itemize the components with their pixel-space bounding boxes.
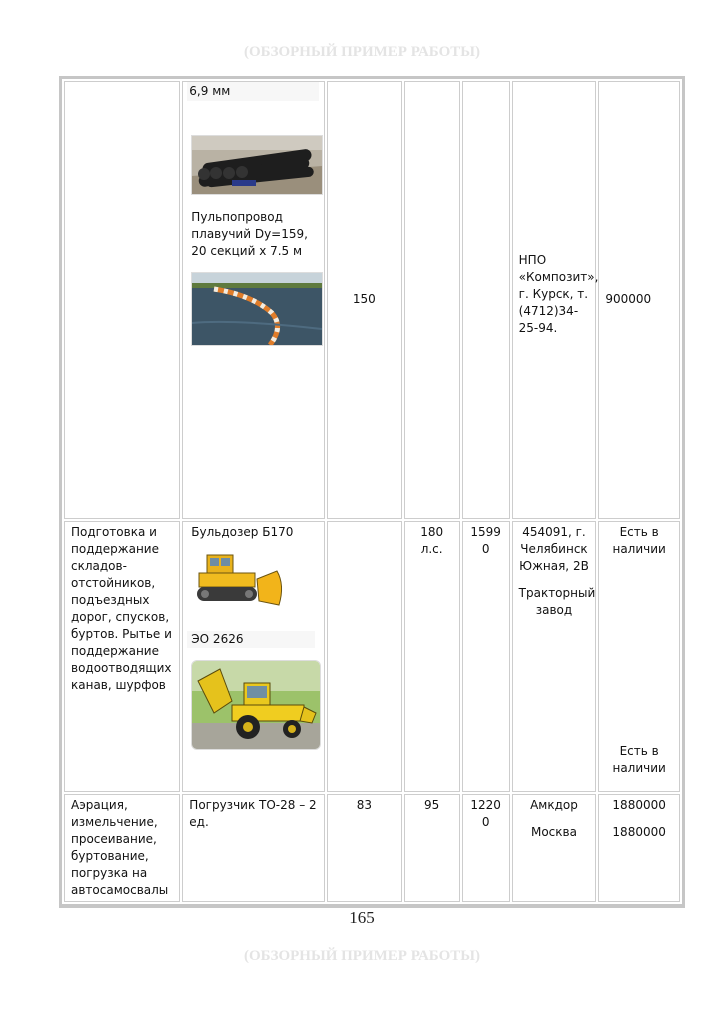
table-row <box>64 794 680 902</box>
quantity-cell: 83 <box>327 794 401 902</box>
quantity-cell: 150 <box>327 81 401 519</box>
power-cell: 180 л.с. <box>404 521 460 792</box>
value-cell: 15990 <box>462 521 510 792</box>
price-cell: 900000 <box>598 81 680 519</box>
equipment-name: Пульпопровод плавучий Dy=159, 20 секций х 7.5 м <box>191 210 308 258</box>
equipment-name: Погрузчик ТО-28 – 2 ед. <box>189 797 317 829</box>
page-number: 165 <box>349 908 375 927</box>
price-cell <box>598 794 680 902</box>
equipment-name-1: Бульдозер Б170 <box>191 524 294 539</box>
price-1: 1880000 <box>612 797 666 812</box>
task-text: Подготовка и поддержание складов-отстойников, подъездных дорог, спусков, буртов. Рытье и поддержание водоотводящих канав, шурфов <box>71 524 172 692</box>
equipment-cell <box>182 794 325 902</box>
equipment-name-2: ЭО 2626 <box>187 631 315 648</box>
value-cell: 12200 <box>462 794 510 902</box>
quantity-cell <box>327 521 401 792</box>
value-cell <box>462 81 510 519</box>
supplier-address: 454091, г. Челябинск Южная, 2В <box>519 524 589 573</box>
supplier-cell <box>512 521 597 792</box>
supplier-name: Амкдор <box>530 797 578 812</box>
price-2: 1880000 <box>612 824 666 839</box>
task-cell <box>64 521 180 792</box>
task-text: Аэрация, измельчение, просеивание, буртование, погрузка на автосамосвалы <box>71 797 169 897</box>
table-row <box>64 521 680 792</box>
equipment-cell <box>182 81 325 519</box>
supplier-name: Тракторный завод <box>518 585 596 617</box>
equipment-table <box>62 79 682 904</box>
floating-pipeline-photo <box>191 272 323 346</box>
supplier-cell <box>512 794 597 902</box>
supplier-text: НПО «Композит», г. Курск, т. (4712)34-25-94. <box>518 253 599 336</box>
equipment-table-frame <box>59 76 685 908</box>
equipment-cell <box>182 521 325 792</box>
table-row <box>64 81 680 519</box>
task-cell <box>64 794 180 902</box>
task-cell <box>64 81 180 519</box>
availability-text-1: Есть в наличии <box>612 524 666 556</box>
equipment-spec-text: 6,9 мм <box>187 82 319 101</box>
watermark-bottom: (ОБЗОРНЫЙ ПРИМЕР РАБОТЫ) <box>243 948 480 964</box>
excavator-loader-photo <box>191 660 321 750</box>
power-cell: 95 <box>404 794 460 902</box>
supplier-cell <box>512 81 597 519</box>
pipeline-pipes-photo <box>191 135 323 195</box>
watermark-top: (ОБЗОРНЫЙ ПРИМЕР РАБОТЫ) <box>243 44 480 60</box>
power-cell <box>404 81 460 519</box>
supplier-city: Москва <box>530 824 577 839</box>
bulldozer-photo <box>193 549 293 611</box>
availability-text-2: Есть в наличии <box>612 743 666 775</box>
availability-cell <box>598 521 680 792</box>
